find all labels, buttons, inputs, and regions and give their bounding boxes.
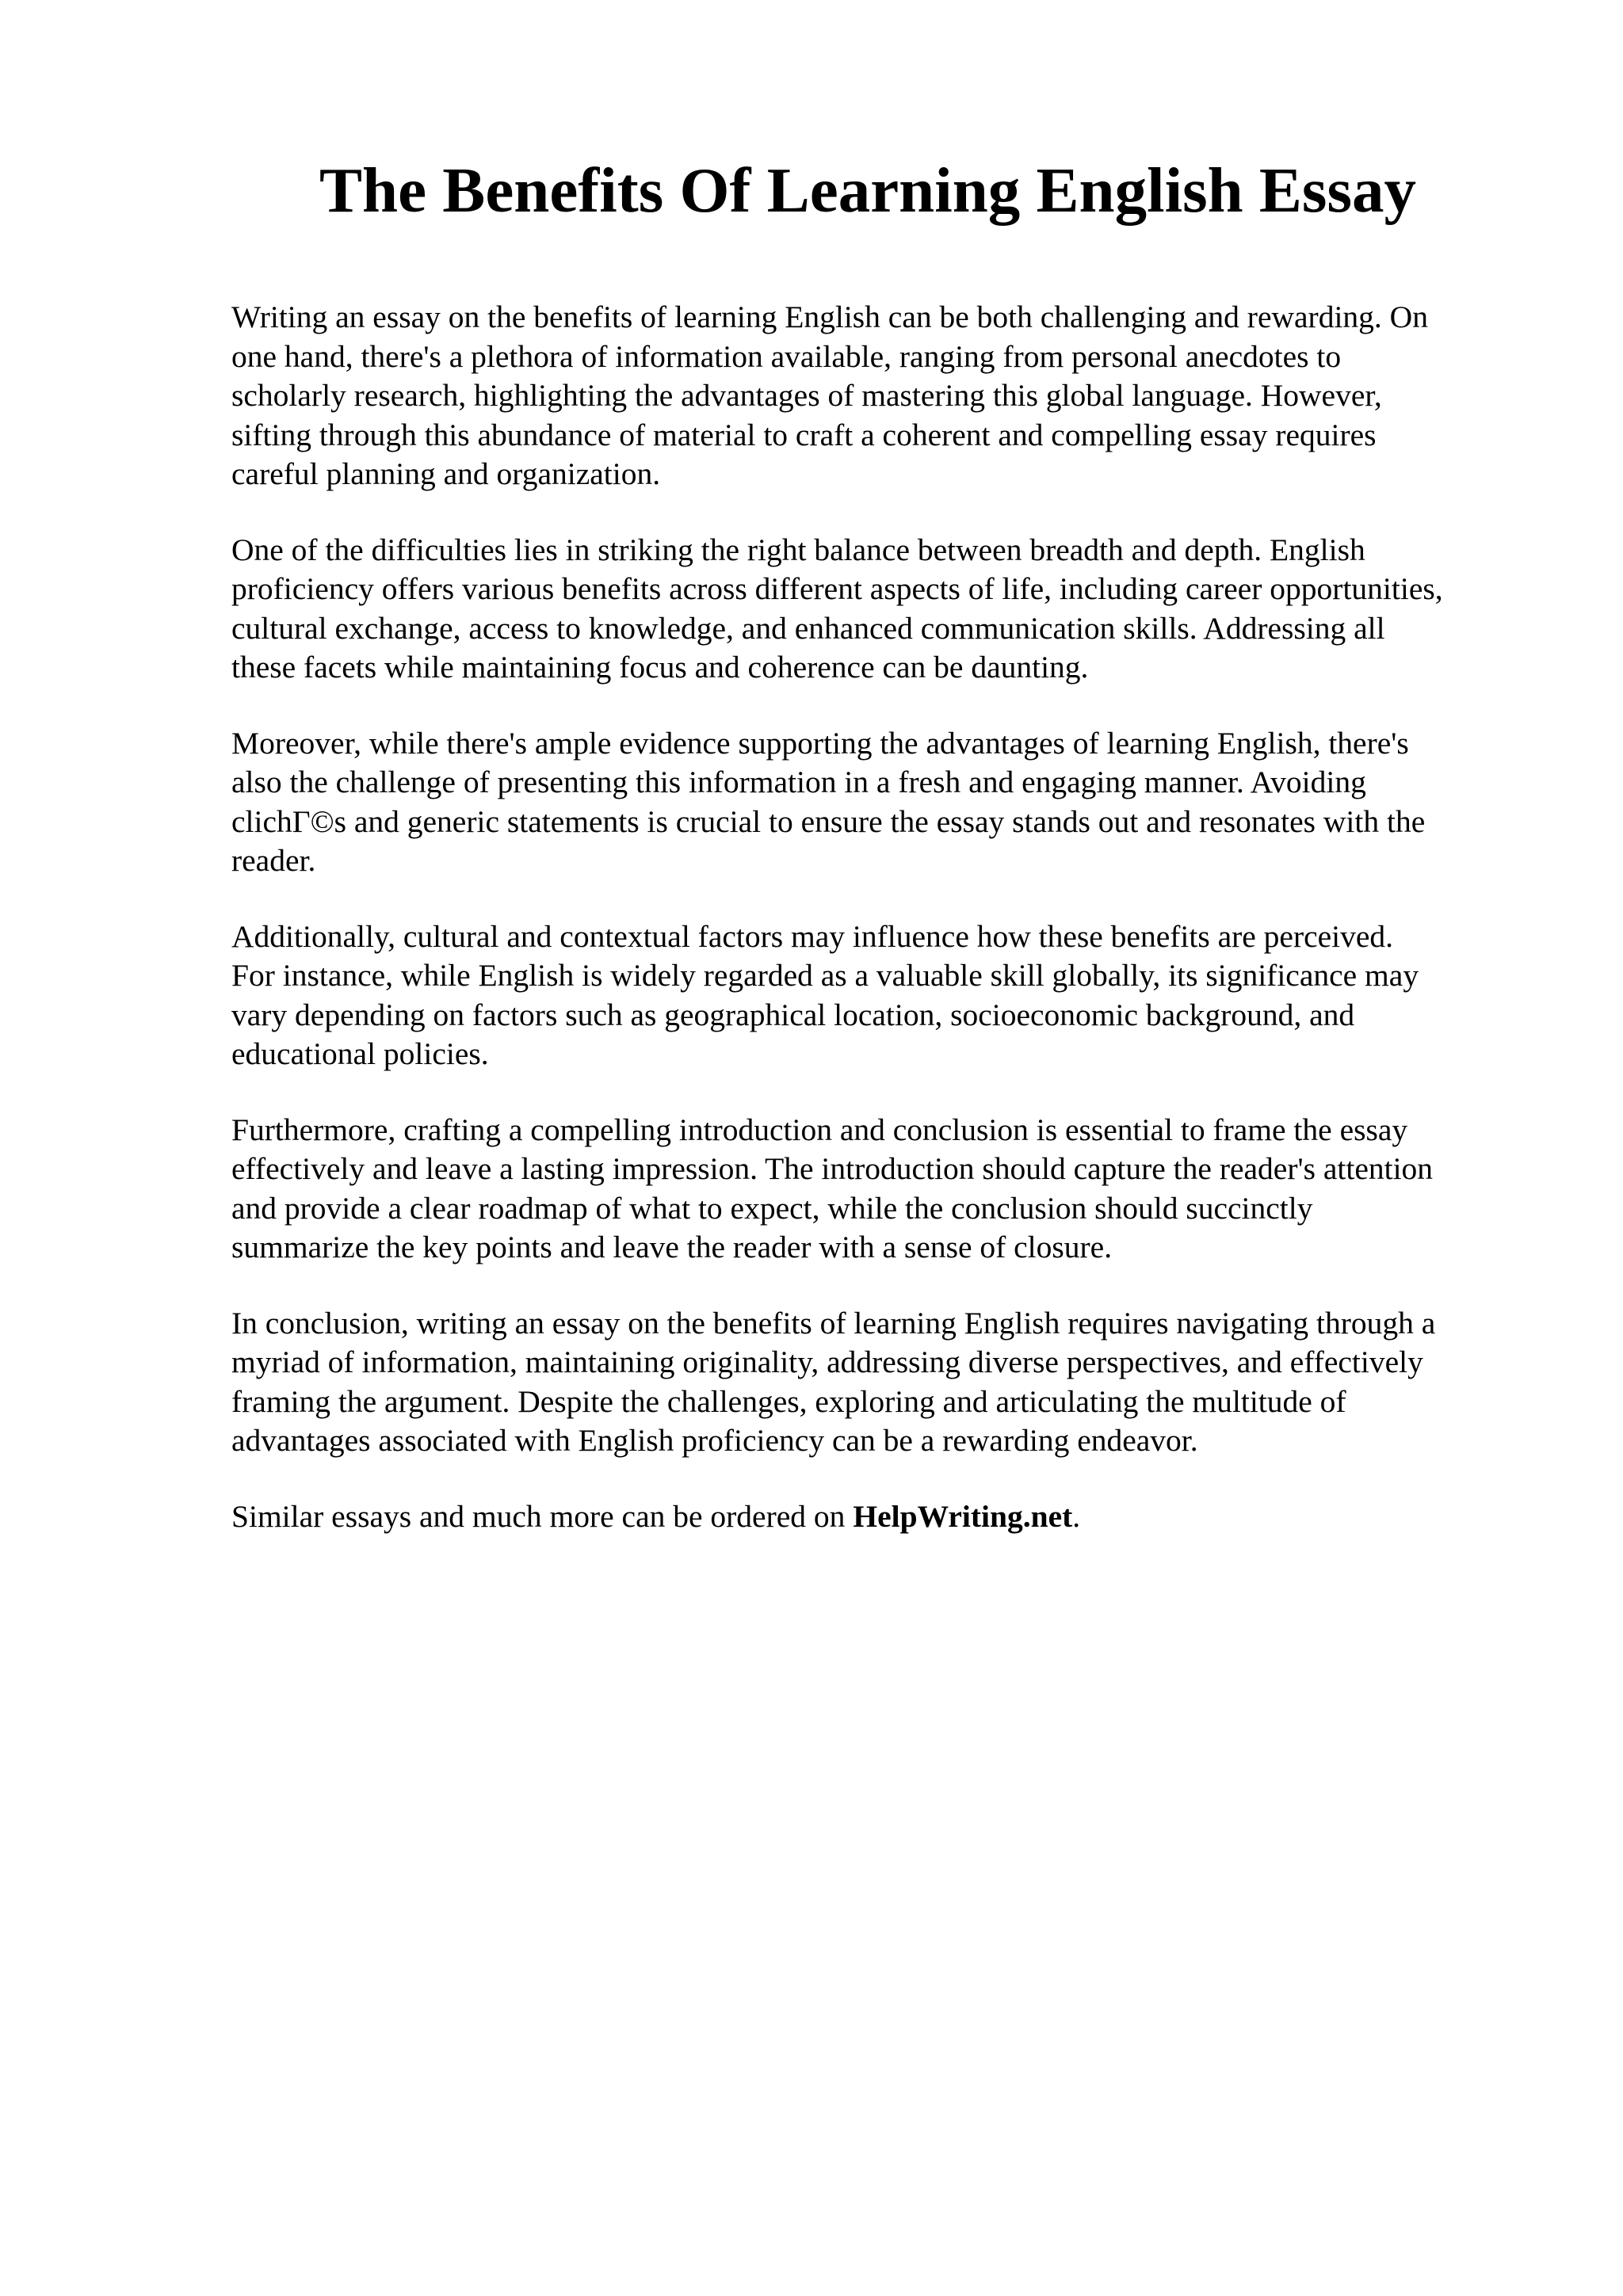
paragraph-line: cultural exchange, access to knowledge, and enhanced communication skills. Addressing all: [231, 610, 1385, 646]
paragraph-line: In conclusion, writing an essay on the benefits of learning English requires navigating through a: [231, 1305, 1436, 1341]
paragraph-line: sifting through this abundance of material to craft a coherent and compelling essay requires: [231, 417, 1377, 452]
paragraph-line: myriad of information, maintaining originality, addressing diverse perspectives, and effectively: [231, 1344, 1423, 1379]
paragraph-4: [231, 917, 1563, 1074]
document-body: [231, 298, 1563, 1536]
paragraph-6: [231, 1304, 1563, 1461]
paragraph-line: advantages associated with English proficiency can be a rewarding endeavor.: [231, 1423, 1198, 1458]
paragraph-line: one hand, there's a plethora of information available, ranging from personal anecdotes to: [231, 338, 1342, 374]
paragraph-line: reader.: [231, 843, 316, 878]
closing-line: [231, 1497, 1563, 1537]
paragraph-line: Moreover, while there's ample evidence supporting the advantages of learning English, there's: [231, 725, 1409, 761]
paragraph-line: scholarly research, highlighting the advantages of mastering this global language. However,: [231, 378, 1382, 413]
paragraph-line: vary depending on factors such as geographical location, socioeconomic background, and: [231, 997, 1355, 1032]
paragraph-5: [231, 1111, 1563, 1268]
paragraph-2: [231, 531, 1563, 688]
paragraph-line: summarize the key points and leave the reader with a sense of closure.: [231, 1230, 1113, 1264]
paragraph-line: Writing an essay on the benefits of learning English can be both challenging and rewarding. On: [231, 299, 1428, 334]
paragraph-line: Additionally, cultural and contextual factors may influence how these benefits are perceived.: [231, 918, 1394, 954]
helpwriting-link[interactable]: HelpWriting.net: [853, 1498, 1073, 1534]
paragraph-line: effectively and leave a lasting impression. The introduction should capture the reader's attention: [231, 1151, 1434, 1186]
paragraph-1: [231, 298, 1563, 494]
paragraph-line: clichΓ©s and generic statements is crucial to ensure the essay stands out and resonates with the: [231, 803, 1426, 839]
document-title: The Benefits Of Learning English Essay: [319, 154, 1416, 226]
paragraph-3: [231, 724, 1563, 881]
paragraph-line: Furthermore, crafting a compelling introduction and conclusion is essential to frame the essay: [231, 1112, 1408, 1147]
paragraph-line: educational policies.: [231, 1036, 489, 1071]
paragraph-line: careful planning and organization.: [231, 456, 661, 491]
paragraph-line: framing the argument. Despite the challenges, exploring and articulating the multitude of: [231, 1383, 1346, 1419]
paragraph-line: One of the difficulties lies in striking the right balance between breadth and depth. English: [231, 532, 1365, 567]
paragraph-line: and provide a clear roadmap of what to expect, while the conclusion should succinctly: [231, 1190, 1313, 1226]
paragraph-line: proficiency offers various benefits across different aspects of life, including career opportunities,: [231, 571, 1443, 606]
paragraph-line: these facets while maintaining focus and coherence can be daunting.: [231, 650, 1089, 685]
paragraph-line: For instance, while English is widely regarded as a valuable skill globally, its significance may: [231, 958, 1419, 993]
closing-text: Similar essays and much more can be ordered on: [231, 1498, 846, 1534]
paragraph-line: also the challenge of presenting this information in a fresh and engaging manner. Avoiding: [231, 765, 1366, 799]
closing-suffix: .: [1072, 1498, 1081, 1534]
